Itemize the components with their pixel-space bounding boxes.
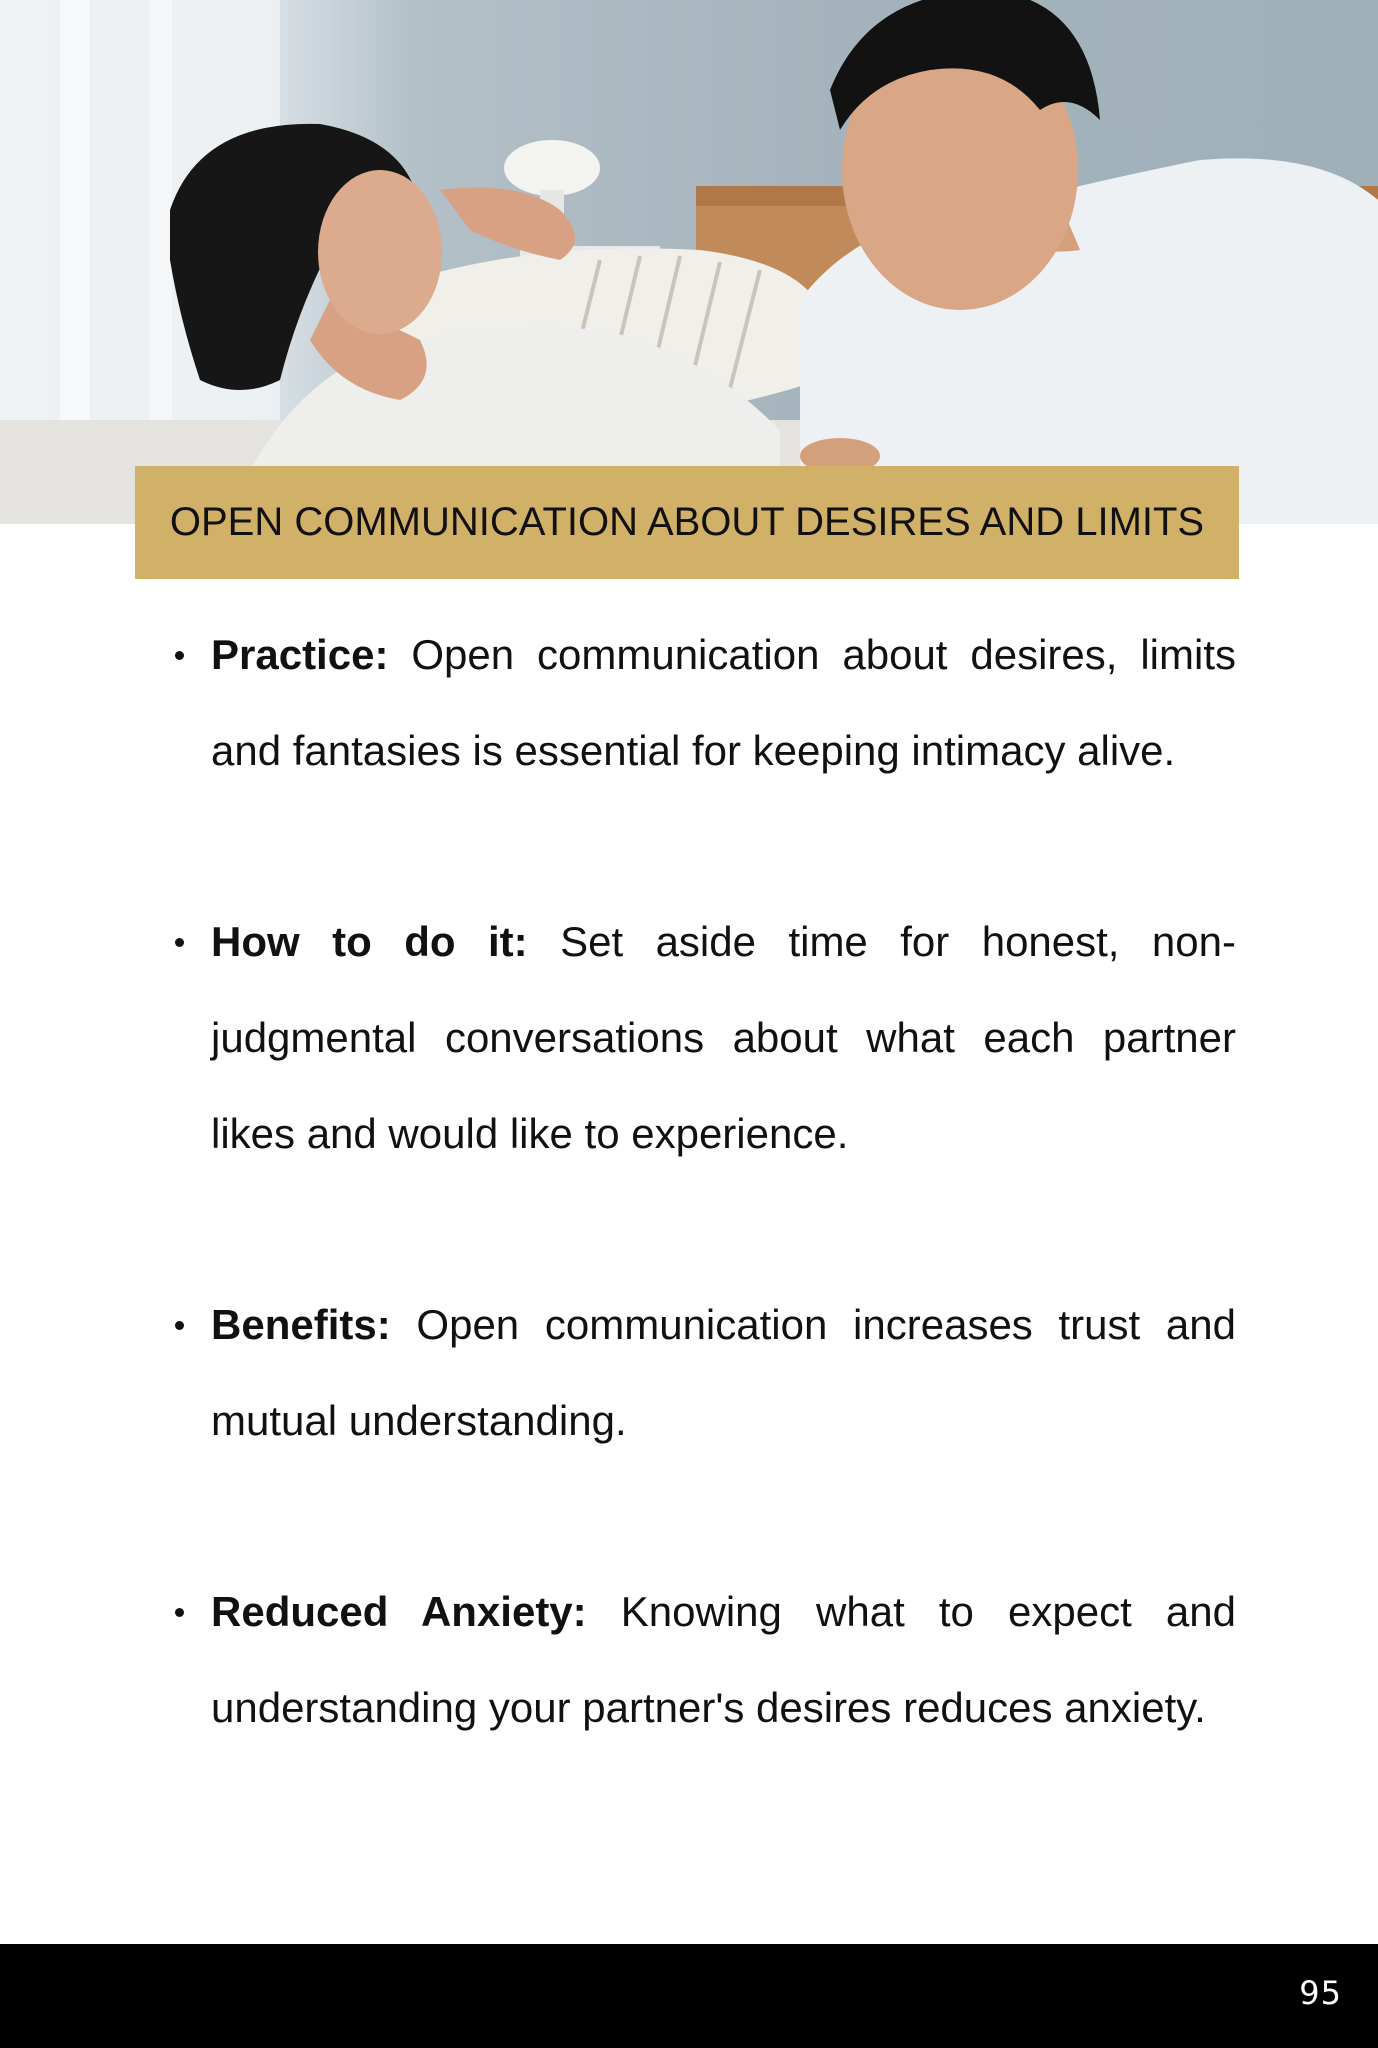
list-item-text (211, 1277, 1236, 1469)
page-title: OPEN COMMUNICATION ABOUT DESIRES AND LIMITS (169, 500, 1205, 544)
item-label: Practice: (211, 631, 389, 678)
page-number: 95 (1299, 1974, 1342, 2012)
item-label: How to do it: (211, 918, 528, 965)
bullet-icon (175, 1321, 184, 1330)
list-item-text (211, 607, 1236, 799)
page-footer (0, 1944, 1378, 2048)
item-body: Set aside time for honest, non-judgmental conversations about what each partner likes and would like to experience. (211, 918, 1236, 1157)
list-item-text (211, 894, 1236, 1182)
item-label: Benefits: (211, 1301, 391, 1348)
item-body: Knowing what to expect and understanding your partner's desires reduces anxiety. (211, 1588, 1236, 1731)
item-body: Open communication about desires, limits and fantasies is essential for keeping intimacy alive. (211, 631, 1236, 774)
bullet-icon (175, 938, 184, 947)
bullet-icon (175, 651, 184, 660)
item-label: Reduced Anxiety: (211, 1588, 587, 1635)
item-body: Open communication increases trust and mutual understanding. (211, 1301, 1236, 1444)
bullet-icon (175, 1608, 184, 1617)
list-item-text (211, 1564, 1236, 1756)
